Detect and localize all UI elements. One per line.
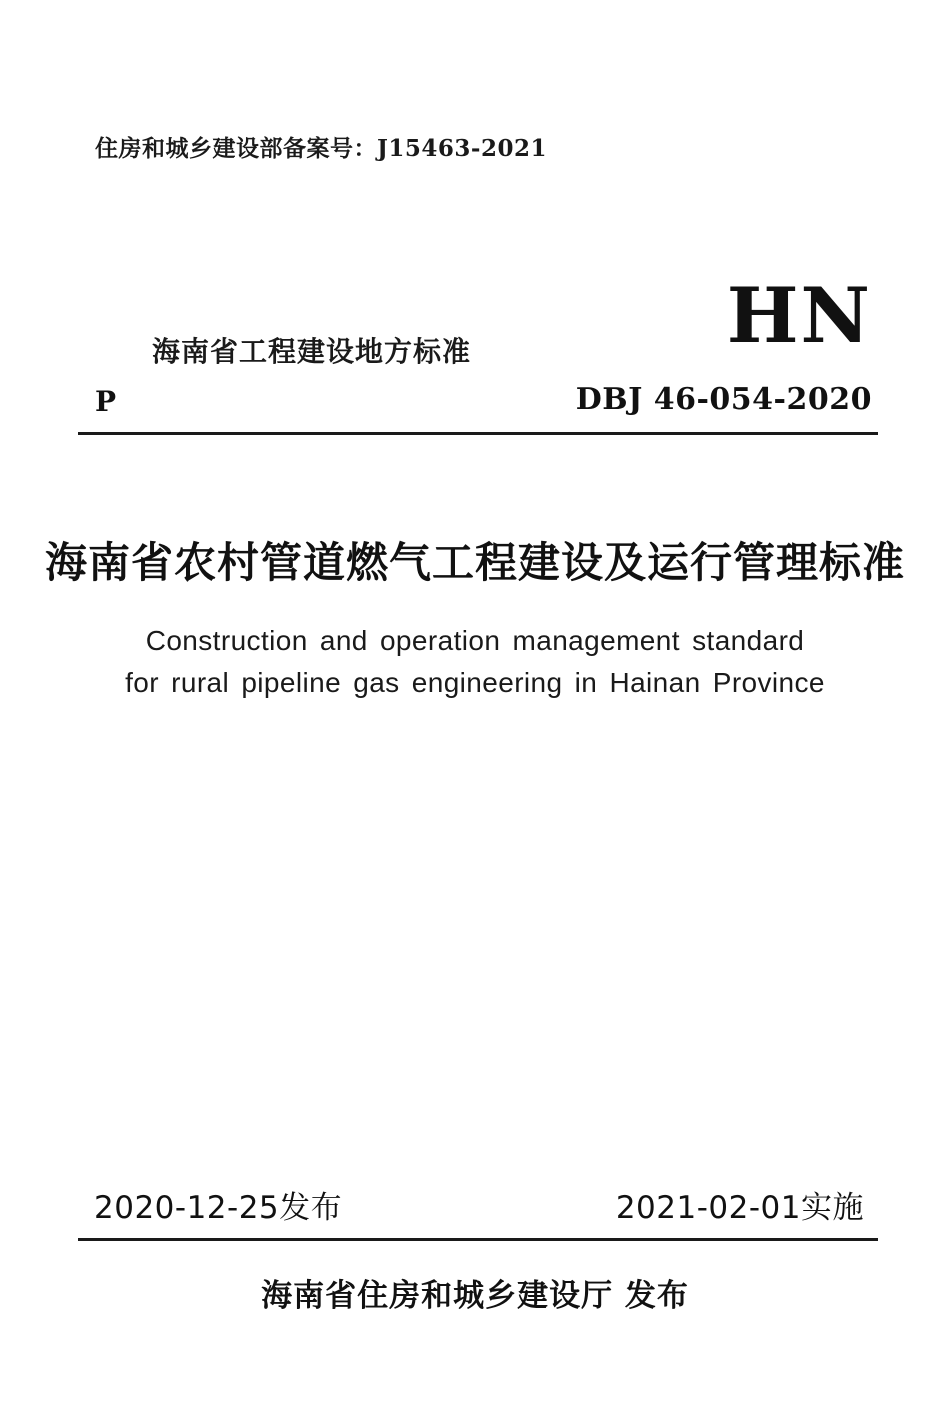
issue-date: 2020-12-25发布 — [94, 1190, 343, 1226]
filing-number: 住房和城乡建设部备案号：J15463-2021 — [95, 135, 547, 162]
divider-top — [78, 432, 878, 435]
page-subtitle-en-line1: Construction and operation management standard — [145, 625, 805, 656]
page-title: 海南省农村管道燃气工程建设及运行管理标准 — [44, 538, 905, 587]
province-mark: HN — [726, 271, 872, 360]
effective-date: 2021-02-01实施 — [615, 1190, 864, 1226]
standard-code: DBJ 46-054-2020 — [575, 382, 872, 417]
standard-category: 海南省工程建设地方标准 — [152, 335, 472, 368]
date-row — [78, 1182, 878, 1227]
page-subtitle-en — [0, 620, 950, 704]
divider-bottom — [78, 1238, 878, 1241]
page-subtitle-en-line2: for rural pipeline gas engineering in Hainan Province — [125, 667, 825, 698]
publisher: 海南省住房和城乡建设厅 发布 — [261, 1278, 689, 1314]
classification-letter: P — [95, 385, 117, 418]
